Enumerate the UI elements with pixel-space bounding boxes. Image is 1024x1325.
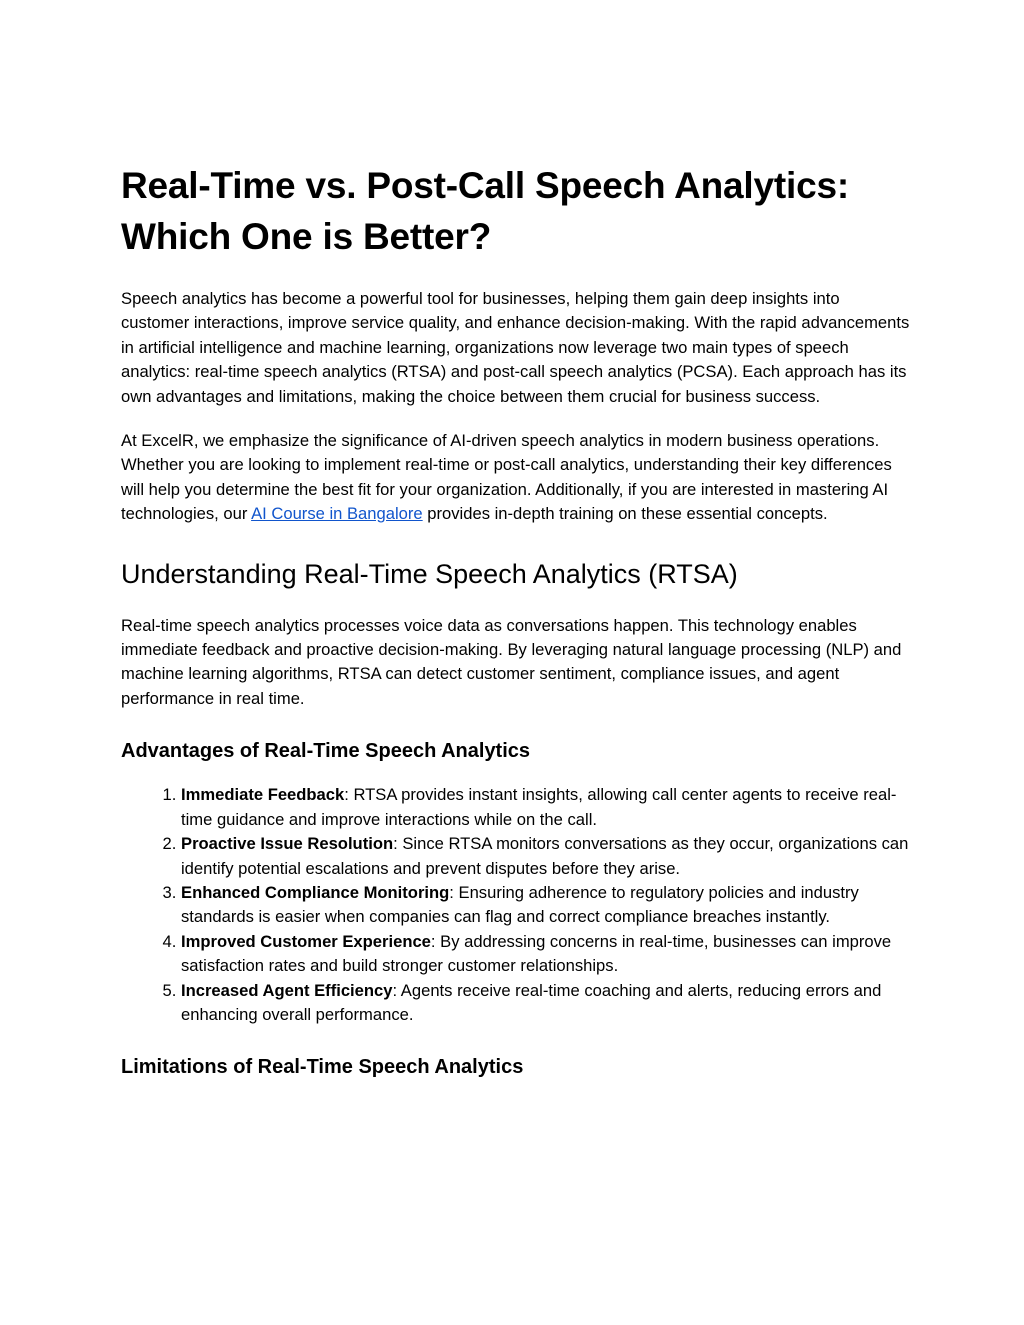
list-item-text: : RTSA provides instant insights, allowing call center agents to receive real-time guidance and improve interactions while on the call. bbox=[181, 785, 897, 829]
excelr-paragraph bbox=[121, 429, 911, 527]
list-item bbox=[181, 930, 911, 979]
list-item-term: Increased Agent Efficiency bbox=[181, 980, 393, 1000]
list-item bbox=[181, 832, 911, 881]
advantages-list bbox=[121, 783, 911, 1027]
ai-course-link[interactable]: AI Course in Bangalore bbox=[251, 504, 423, 524]
limitations-heading: Limitations of Real-Time Speech Analytics bbox=[121, 1056, 524, 1079]
advantages-heading: Advantages of Real-Time Speech Analytics bbox=[121, 740, 531, 763]
intro-paragraph: Speech analytics has become a powerful tool for businesses, helping them gain deep insights into customer interactions, improve service quality, and enhance decision-making. With the rapid advancements in artificial intelligence and machine learning, organizations now leverage two main types of speech analytics: real-time speech analytics (RTSA) and post-call speech analytics (PCSA). Each approach has its own advantages and limitations, making the choice between them crucial for business success. bbox=[121, 289, 910, 406]
list-item bbox=[181, 881, 911, 930]
list-item-term: Immediate Feedback bbox=[181, 785, 345, 805]
article-title: Real-Time vs. Post-Call Speech Analytics: Which One is Better? bbox=[121, 165, 849, 257]
list-item-term: Proactive Issue Resolution bbox=[181, 834, 394, 854]
list-item bbox=[181, 979, 911, 1028]
list-item-text: : Agents receive real-time coaching and alerts, reducing errors and enhancing overall performance. bbox=[181, 980, 882, 1024]
list-item bbox=[181, 783, 911, 832]
rtsa-paragraph: Real-time speech analytics processes voice data as conversations happen. This technology enables immediate feedback and proactive decision-making. By leveraging natural language processing (NLP) and machine learning algorithms, RTSA can detect customer sentiment, compliance issues, and agent performance in real time. bbox=[121, 615, 902, 708]
list-item-text: : Ensuring adherence to regulatory policies and industry standards is easier when companies can flag and correct compliance breaches instantly. bbox=[181, 882, 859, 927]
list-item-term: Enhanced Compliance Monitoring bbox=[181, 882, 450, 902]
excelr-text-before-link: At ExcelR, we emphasize the significance of AI-driven speech analytics in modern business operations. Whether you are looking to implement real-time or post-call analytics, understanding their key differences will help you determine the best fit for your organization. Additionally, if you are interested in mastering AI technologies, our bbox=[121, 431, 892, 524]
list-item-term: Improved Customer Experience bbox=[181, 931, 431, 951]
list-item-text: : By addressing concerns in real-time, businesses can improve satisfaction rates and build stronger customer relationships. bbox=[181, 931, 892, 976]
list-item-text: : Since RTSA monitors conversations as they occur, organizations can identify potential escalations and prevent disputes before they arise. bbox=[181, 834, 909, 878]
excelr-text-after-link: provides in-depth training on these essential concepts. bbox=[422, 504, 828, 524]
document-page bbox=[121, 160, 911, 1099]
rtsa-section-heading: Understanding Real-Time Speech Analytics (RTSA) bbox=[121, 558, 738, 589]
